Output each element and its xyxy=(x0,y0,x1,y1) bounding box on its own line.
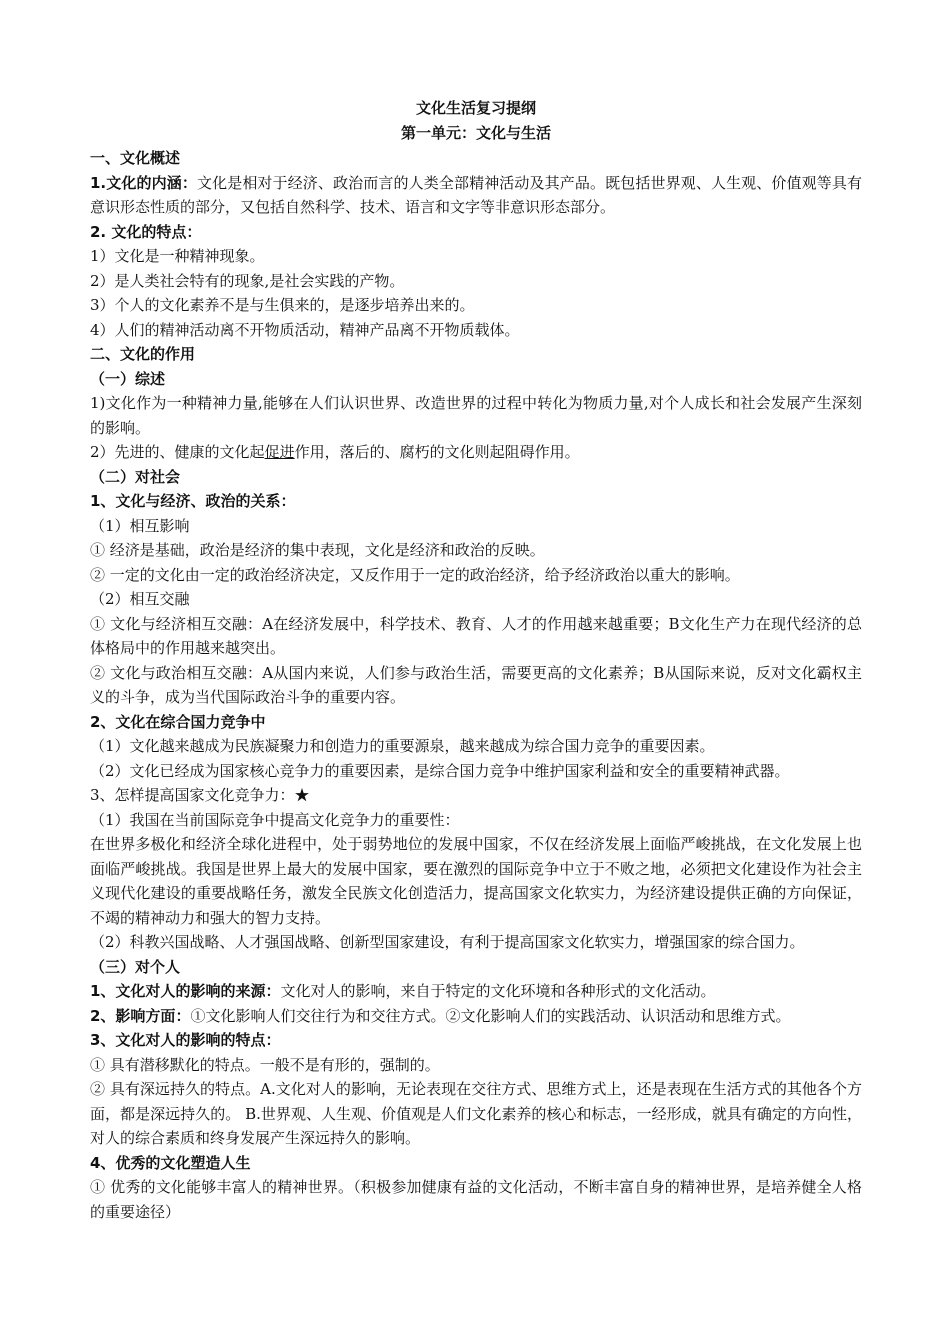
list-item: ② 文化与政治相互交融：A从国内来说，人们参与政治生活，需要更高的文化素养；B从国际来说，反对文化霸权主义的斗争，成为当代国际政治斗争的重要内容。 xyxy=(90,663,862,706)
paragraph xyxy=(90,979,862,1004)
influence-features-heading: 3、文化对人的影响的特点： xyxy=(90,1031,281,1049)
item-label: 1、文化对人的影响的来源： xyxy=(90,982,281,1000)
text-run: 2）先进的、健康的文化起 xyxy=(90,443,265,461)
feature-item: 1）文化是一种精神现象。 xyxy=(90,247,265,265)
list-item: （2）相互交融 xyxy=(90,590,190,608)
competition-heading: 2、文化在综合国力竞争中 xyxy=(90,712,266,731)
section-heading-overview: 一、文化概述 xyxy=(90,149,181,167)
text-run: 作用，落后的、腐朽的文化则起阻碍作用。 xyxy=(294,443,580,461)
paragraph xyxy=(90,1004,862,1029)
item-text: ①文化影响人们交往行为和交往方式。②文化影响人们的实践活动、认识活动和思维方式。 xyxy=(190,1006,791,1025)
item-text: 文化对人的影响，来自于特定的文化环境和各种形式的文化活动。 xyxy=(280,982,716,1000)
underlined-text: 促进 xyxy=(264,443,295,461)
paragraph: 1)文化作为一种精神力量,能够在人们认识世界、改造世界的过程中转化为物质力量,对个人成长和社会发展产生深刻的影响。 xyxy=(90,394,862,437)
list-item: （1）相互影响 xyxy=(90,516,190,535)
list-item: ① 文化与经济相互交融：A在经济发展中，科学技术、教育、人才的作用越来越重要；B文化生产力在现代经济的总体格局中的作用越来越突出。 xyxy=(90,614,862,657)
feature-item: 3）个人的文化素养不是与生俱来的，是逐步培养出来的。 xyxy=(90,296,475,314)
list-item: ② 具有深远持久的特点。A.文化对人的影响，无论表现在交往方式、思维方式上，还是表现在生活方式的其他各个方面，都是深远持久的。 B.世界观、人生观、价值观是人们文化素养的核心和标志，一经形成，就具有确定的方向性，对人的综合素质和终身发展产生深远持久的影响。 xyxy=(90,1080,862,1147)
list-item: （2）文化已经成为国家核心竞争力的重要因素，是综合国力竞争中维护国家利益和安全的重要精神武器。 xyxy=(90,761,790,780)
list-item: ① 具有潜移默化的特点。一般不是有形的，强制的。 xyxy=(90,1055,440,1074)
doc-title: 文化生活复习提纲 xyxy=(415,99,536,117)
document-page xyxy=(90,96,862,1224)
list-item: ① 经济是基础，政治是经济的集中表现，文化是经济和政治的反映。 xyxy=(90,541,545,559)
list-item: （1）我国在当前国际竞争中提高文化竞争力的重要性： xyxy=(90,810,460,829)
list-item: （1）文化越来越成为民族凝聚力和创造力的重要源泉，越来越成为综合国力竞争的重要因素。 xyxy=(90,737,715,755)
list-item: ① 优秀的文化能够丰富人的精神世界。（积极参加健康有益的文化活动，不断丰富自身的精神世界，是培养健全人格的重要途径） xyxy=(90,1178,862,1221)
relation-heading: 1、文化与经济、政治的关系： xyxy=(90,492,296,510)
list-item: （2）科教兴国战略、人才强国战略、创新型国家建设，有利于提高国家文化软实力，增强国家的综合国力。 xyxy=(90,933,805,951)
paragraph-definition xyxy=(90,171,862,220)
feature-item: 4）人们的精神活动离不开物质活动，精神产品离不开物质载体。 xyxy=(90,320,520,339)
section-heading-role: 二、文化的作用 xyxy=(90,345,196,363)
subsection-individual: （三）对个人 xyxy=(90,957,181,976)
paragraph: 在世界多极化和经济全球化进程中，处于弱势地位的发展中国家，不仅在经济发展上面临严峻挑战，在文化发展上也面临严峻挑战。我国是世界上最大的发展中国家，要在激烈的国际竞争中立于不败之地，必须把文化建设作为社会主义现代化建设的重要战略任务，激发全民族文化创造活力，提高国家文化软实力，为经济建设提供正确的方向保证，不竭的精神动力和强大的智力支持。 xyxy=(90,835,862,927)
definition-text: 文化是相对于经济、政治而言的人类全部精神活动及其产品。既包括世界观、人生观、价值观等具有意识形态性质的部分，又包括自然科学、技术、语言和文字等非意识形态部分。 xyxy=(90,173,862,216)
item-label: 2、影响方面： xyxy=(90,1006,191,1025)
feature-item: 2）是人类社会特有的现象,是社会实践的产物。 xyxy=(90,271,405,290)
list-item: ② 一定的文化由一定的政治经济决定，又反作用于一定的政治经济，给予经济政治以重大的影响。 xyxy=(90,565,740,584)
subsection-summary: （一）综述 xyxy=(90,369,166,388)
subsection-society: （二）对社会 xyxy=(90,467,181,486)
competitiveness-heading: 3、怎样提高国家文化竞争力：★ xyxy=(90,786,310,804)
doc-subtitle: 第一单元：文化与生活 xyxy=(400,124,551,142)
shaping-life-heading: 4、优秀的文化塑造人生 xyxy=(90,1153,251,1172)
definition-label: 1.文化的内涵： xyxy=(90,173,197,192)
paragraph xyxy=(90,440,862,465)
features-heading: 2. 文化的特点： xyxy=(90,222,202,241)
